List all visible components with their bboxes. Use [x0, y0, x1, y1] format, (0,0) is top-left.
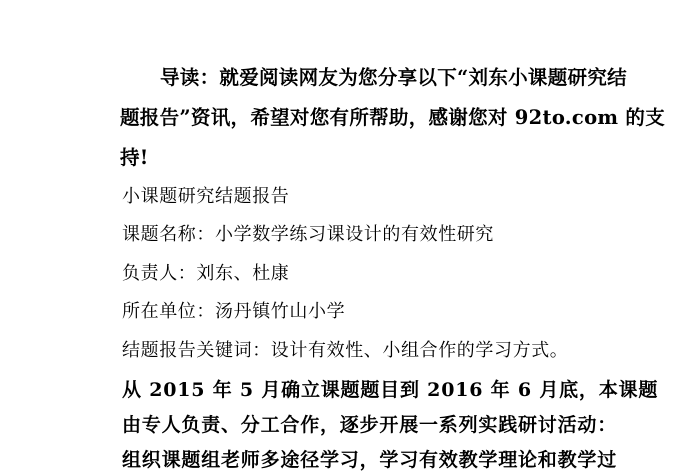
intro-line-2: 题报告”资讯，希望对您有所帮助，感谢您对 92to.com 的支 [120, 106, 666, 129]
intro-line-1: 导读：就爱阅读网友为您分享以下“刘东小课题研究结 [160, 66, 627, 89]
report-keywords-line: 结题报告关键词：设计有效性、小组合作的学习方式。 [122, 340, 569, 361]
report-name-line: 课题名称：小学数学练习课设计的有效性研究 [122, 224, 494, 245]
intro-line-3: 持! [120, 146, 149, 169]
body-line-2: 由专人负责、分工合作，逐步开展一系列实践研讨活动： [122, 414, 618, 436]
report-title: 小课题研究结题报告 [122, 186, 290, 207]
body-line-1: 从 2015 年 5 月确立课题题目到 2016 年 6 月底，本课题 [122, 379, 659, 401]
report-owner-line: 负责人：刘东、杜康 [122, 263, 290, 284]
body-line-3: 组织课题组老师多途径学习，学习有效教学理论和教学过 [122, 449, 618, 471]
report-unit-line: 所在单位：汤丹镇竹山小学 [122, 301, 346, 322]
